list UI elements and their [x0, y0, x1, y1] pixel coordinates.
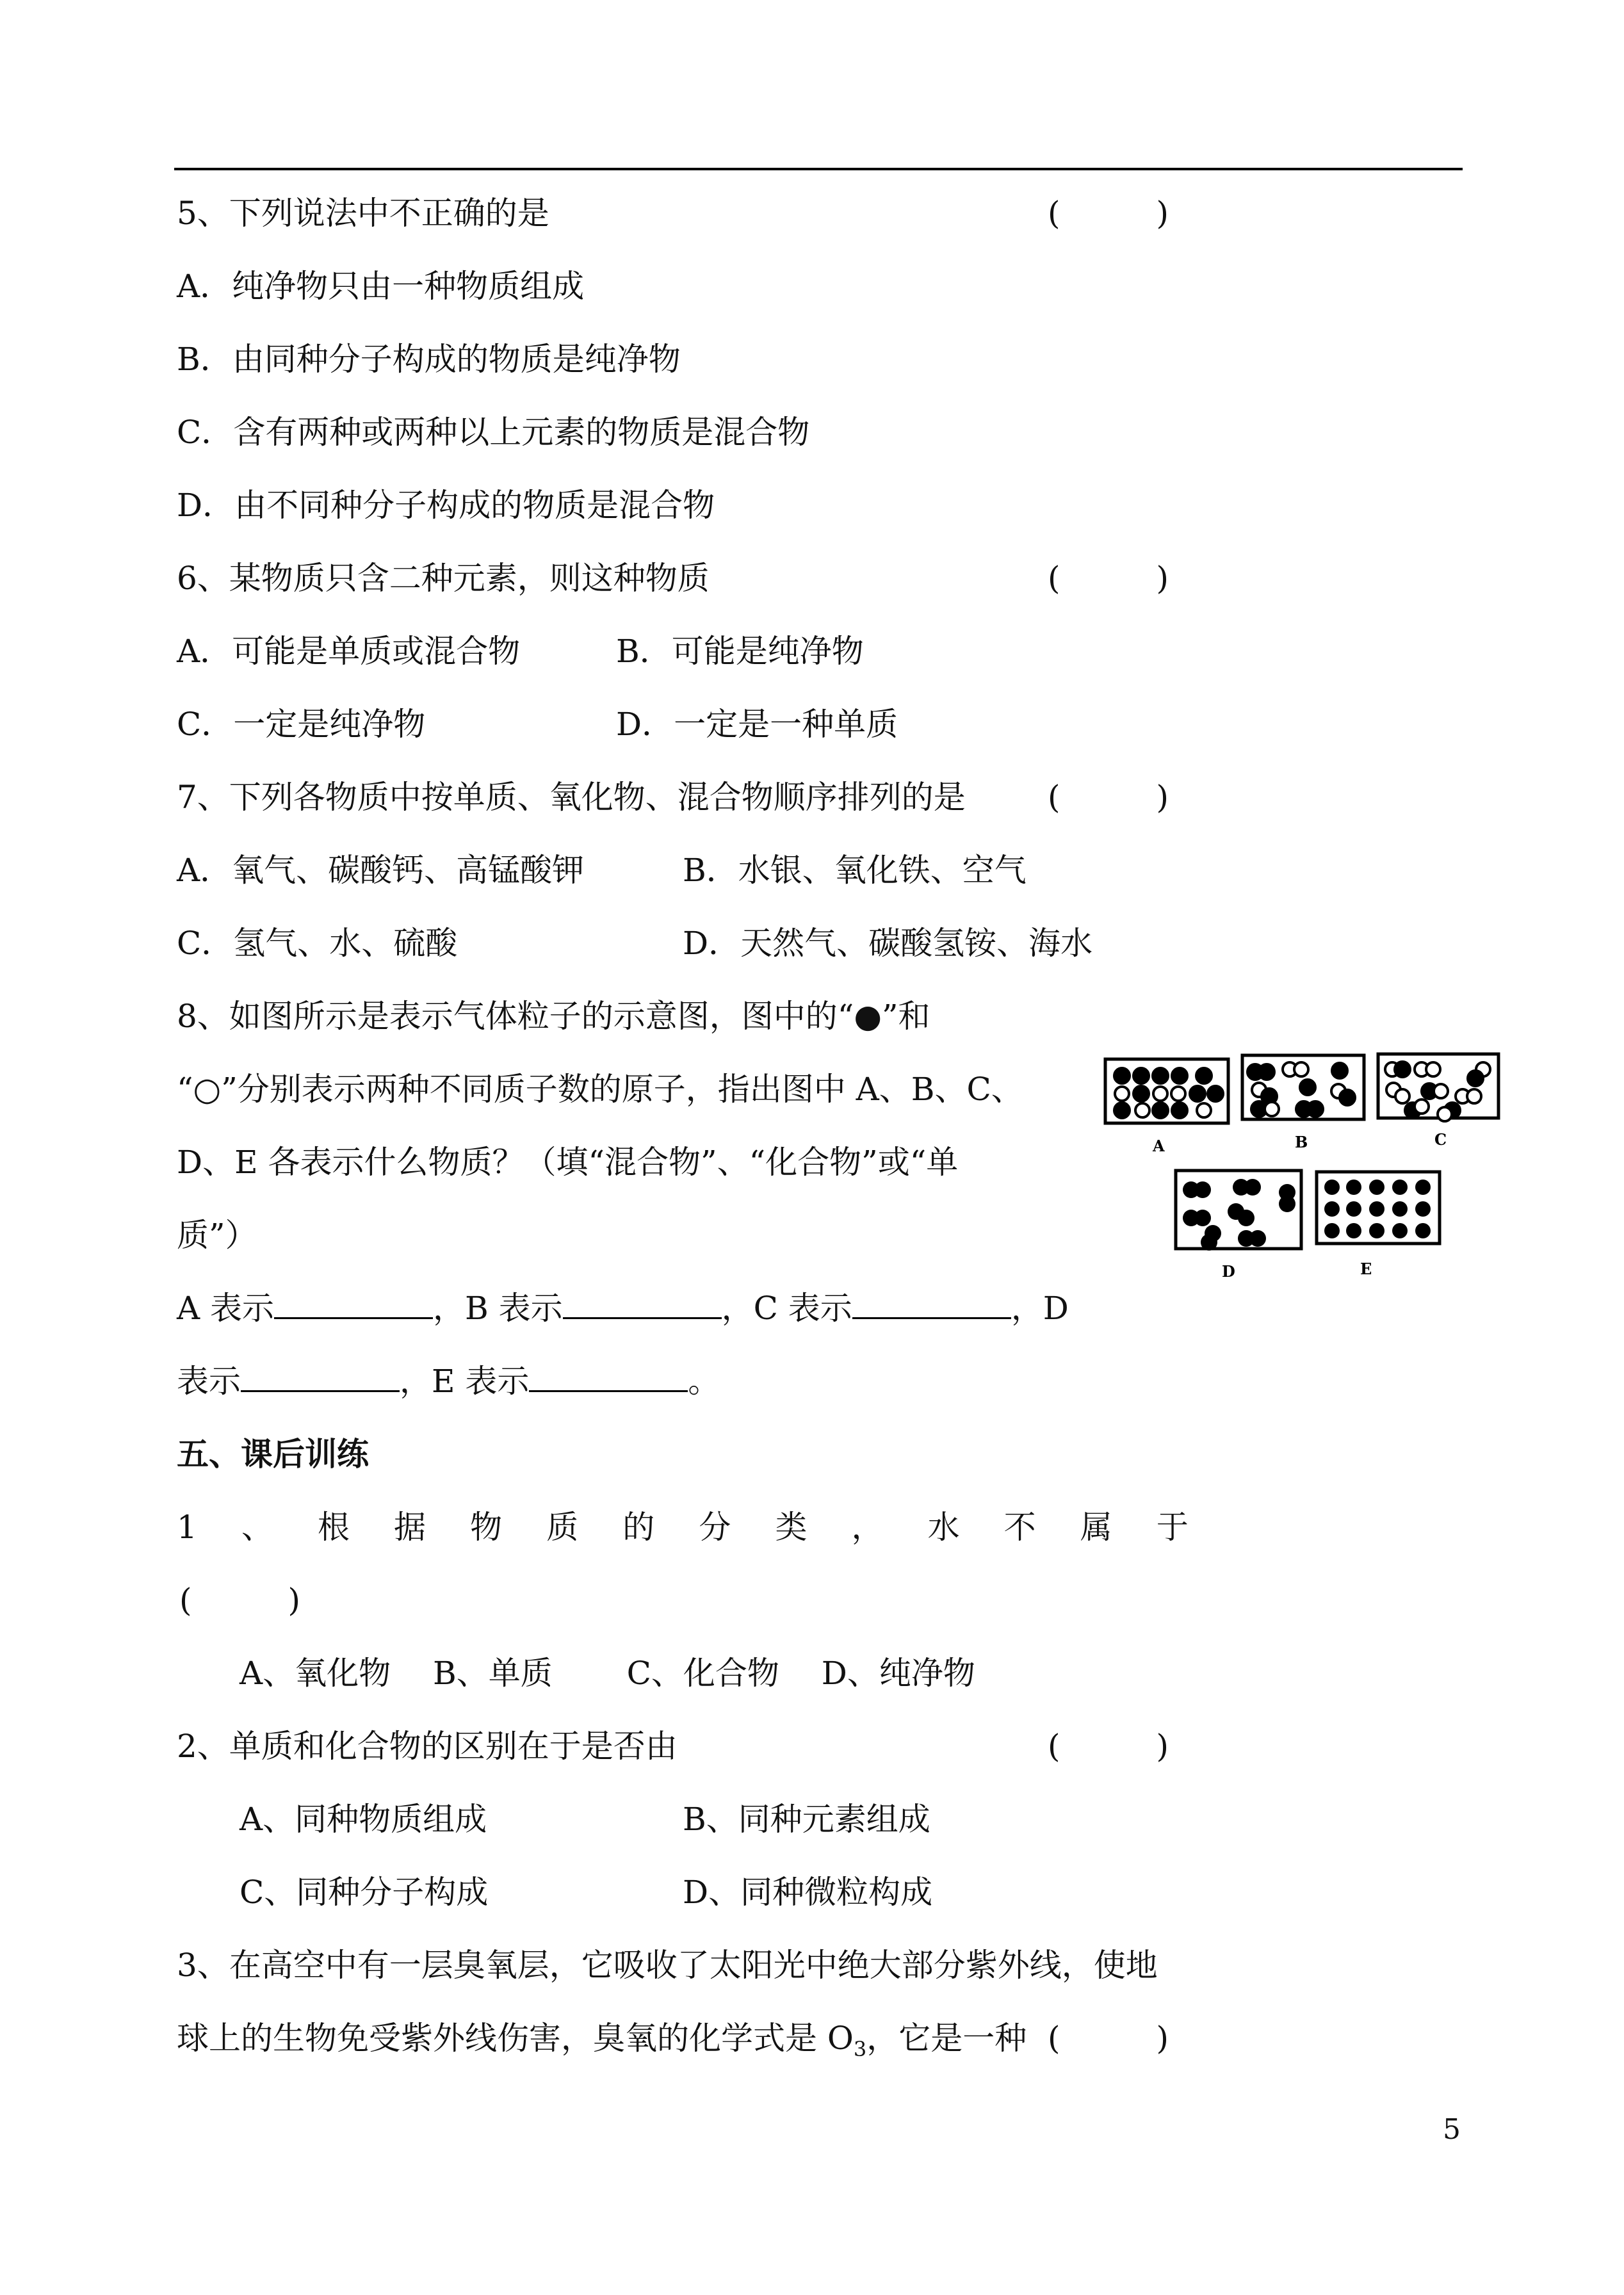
q8-label-e: ，E 表示	[400, 1363, 530, 1400]
h2-answer-bracket: ( )	[1048, 1728, 1169, 1765]
h3-line-1: 3、在高空中有一层臭氧层，它吸收了太阳光中绝大部分紫外线，使地	[177, 1947, 1158, 1984]
q8-answer-line-2	[177, 1362, 720, 1400]
h1-char: 分	[699, 1509, 731, 1546]
h1-answer-bracket: ( )	[179, 1582, 301, 1619]
particle-diagram	[1101, 1050, 1563, 1293]
q8-label-c: ，C 表示	[721, 1290, 852, 1327]
h1-char: 1	[177, 1509, 197, 1546]
h1-char: ，	[851, 1509, 884, 1546]
h1-stem	[177, 1508, 1189, 1546]
q7-answer-bracket: ( )	[1048, 779, 1169, 816]
q8-blank-c[interactable]	[852, 1289, 1011, 1319]
q8-line-1: 8、如图所示是表示气体粒子的示意图，图中的“●”和	[177, 998, 930, 1035]
h2-option-c: C、同种分子构成	[240, 1874, 489, 1911]
q8-label-d2: 表示	[177, 1363, 241, 1400]
h2-option-d: D、同种微粒构成	[683, 1874, 933, 1911]
q8-line-3: D、E 各表示什么物质？（填“混合物”、“化合物”或“单	[177, 1144, 959, 1181]
q8-blank-a[interactable]	[274, 1289, 433, 1319]
h1-options: A、氧化物 B、单质 C、化合物 D、纯净物	[240, 1655, 975, 1692]
q6-option-a: A．可能是单质或混合物	[177, 633, 521, 670]
q8-label-a: A 表示	[177, 1290, 275, 1327]
fig-label-a: A	[1153, 1137, 1165, 1155]
q5-option-a: A．纯净物只由一种物质组成	[177, 268, 585, 305]
h2-option-b: B、同种元素组成	[683, 1801, 930, 1838]
q7-option-c: C．氢气、水、硫酸	[177, 925, 458, 962]
q6-option-d: D．一定是一种单质	[616, 706, 898, 743]
q7-stem: 7、下列各物质中按单质、氧化物、混合物顺序排列的是	[177, 779, 966, 816]
q5-option-c: C．含有两种或两种以上元素的物质是混合物	[177, 414, 810, 451]
q5-option-b: B．由同种分子构成的物质是纯净物	[177, 341, 681, 378]
h1-char: 的	[622, 1509, 655, 1546]
h1-char: 据	[394, 1509, 426, 1546]
q8-line-2: “○”分别表示两种不同质子数的原子，指出图中 A、B、C、	[177, 1071, 1023, 1108]
q8-line-4: 质”）	[177, 1217, 257, 1254]
h3-answer-bracket: ( )	[1048, 2020, 1169, 2057]
h1-char: 质	[546, 1509, 579, 1546]
fig-label-e: E	[1360, 1260, 1372, 1278]
h1-char: 水	[927, 1509, 960, 1546]
q7-option-a: A．氧气、碳酸钙、高锰酸钾	[177, 852, 585, 889]
q8-answer-line-1	[177, 1289, 1069, 1327]
header-rule	[174, 168, 1463, 170]
q5-option-d: D．由不同种分子构成的物质是混合物	[177, 487, 715, 524]
q6-option-b: B．可能是纯净物	[616, 633, 864, 670]
q8-blank-e[interactable]	[529, 1362, 688, 1392]
h1-char: 不	[1003, 1509, 1036, 1546]
q8-end: 。	[688, 1363, 720, 1400]
q7-option-b: B．水银、氧化铁、空气	[683, 852, 1027, 889]
q6-stem: 6、某物质只含二种元素，则这种物质	[177, 560, 710, 597]
h1-char: 根	[317, 1509, 350, 1546]
q8-label-d: ，D	[1011, 1290, 1069, 1327]
fig-label-b: B	[1295, 1133, 1308, 1151]
q5-stem: 5、下列说法中不正确的是	[177, 195, 549, 232]
h3-subscript: 3	[853, 2037, 867, 2061]
q6-option-c: C．一定是纯净物	[177, 706, 426, 743]
section-heading: 五、课后训练	[177, 1436, 369, 1473]
q8-blank-b[interactable]	[563, 1289, 722, 1319]
h1-char: 、	[241, 1509, 273, 1546]
page-number: 5	[1443, 2113, 1461, 2146]
h1-char: 属	[1080, 1509, 1112, 1546]
h3-text-post: ，它是一种	[866, 2020, 1027, 2057]
q8-blank-d[interactable]	[241, 1362, 400, 1392]
h1-char: 物	[470, 1509, 503, 1546]
h1-char: 类	[775, 1509, 808, 1546]
h3-line-2	[177, 2019, 1027, 2068]
h3-text: 球上的生物免受紫外线伤害，臭氧的化学式是 O	[177, 2020, 854, 2057]
fig-label-d: D	[1222, 1262, 1235, 1281]
q7-option-d: D．天然气、碳酸氢铵、海水	[683, 925, 1093, 962]
h2-option-a: A、同种物质组成	[240, 1801, 487, 1838]
h2-stem: 2、单质和化合物的区别在于是否由	[177, 1728, 678, 1765]
q8-label-b: ，B 表示	[433, 1290, 563, 1327]
fig-label-c: C	[1434, 1130, 1447, 1149]
q6-answer-bracket: ( )	[1048, 560, 1169, 597]
q5-answer-bracket: ( )	[1048, 195, 1169, 232]
h1-char: 于	[1156, 1509, 1189, 1546]
